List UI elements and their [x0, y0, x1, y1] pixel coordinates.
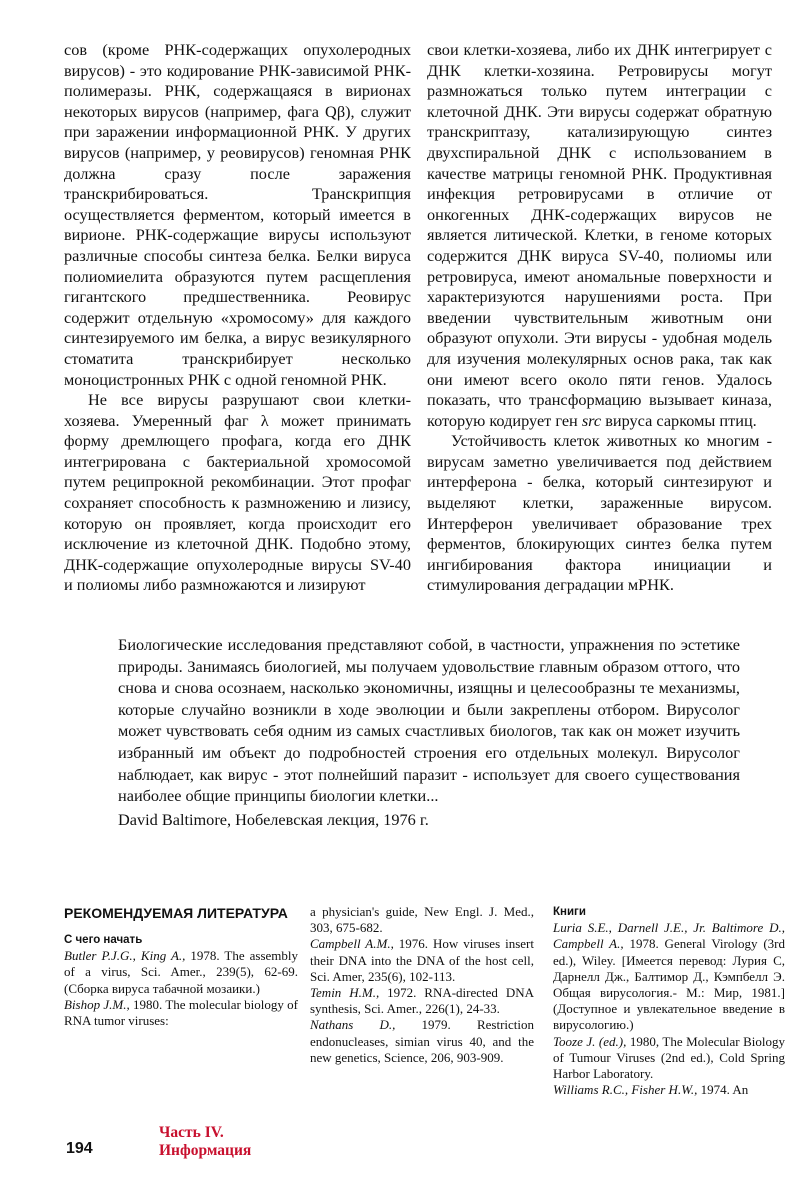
part-title: Информация [159, 1142, 252, 1159]
reference-text: 1974. An [697, 1082, 749, 1098]
reference-authors: Williams R.C., Fisher H.W., [553, 1082, 698, 1098]
part-label [159, 1124, 251, 1160]
reference-authors: Campbell A.M., [310, 936, 394, 952]
reference-item [553, 1034, 785, 1083]
reference-item [553, 920, 785, 1033]
reference-text: 1980. The molecular biology of RNA tumor viruses: [64, 996, 298, 1029]
reference-authors: Luria S.E., Darnell J.E., Jr. Baltimore D., Campbell A., [553, 920, 785, 952]
quote-text: Биологические исследования представляют собой, в частности, упражнения по эстетике природы. Занимаясь биологией, мы получаем удовольствие главным образом оттого, что снова и снова осознаем, насколько экономичны, изящны и целесообразны те механизмы, которые случайно возникли в ходе эволюции и были закреплены отбором. Вирусолог может чувствовать себя одним из самых счастливых биологов, так как он может изучить избранный им объект до подробностей строения его отдельных молекул. Вирусолог наблюдает, как вирус - этот полнейший паразит - использует для своего существования наиболее общие принципы биологии клетки... [118, 635, 740, 806]
references-column-middle [310, 904, 534, 1066]
reference-authors: Temin H.M., [310, 985, 380, 1001]
references-subheading: С чего начать [64, 934, 143, 946]
reference-item [64, 948, 298, 997]
reference-authors: Bishop J.M., [64, 996, 130, 1012]
reference-item [310, 985, 534, 1017]
reference-text: 1978. The assembly of a virus, Sci. Amer., 239(5), 62-69. (Сборка вируса табачной мозаики.) [64, 948, 299, 996]
reference-authors: Butler P.J.G., King A., [64, 948, 186, 964]
paragraph-text: вируса саркомы птиц. [601, 410, 757, 430]
reference-item [310, 936, 534, 985]
references-heading: РЕКОМЕНДУЕМАЯ ЛИТЕРАТУРА [64, 905, 288, 921]
reference-text: 1978. General Virology (3rd ed.), Wiley. [Имеется перевод: Лурия С, Дарнелл Дж., Балтимор Д., Кэмпбелл Э. Общая вирусология.- М.: Мир, 1981.] (Доступное и увлекательное введение в вирусологию.) [553, 936, 785, 1033]
paragraph-text: свои клетки-хозяева, либо их ДНК интегрирует с ДНК клетки-хозяина. Ретровирусы могут размножаться только путем интеграции с клеточной ДНК. Эти вирусы содержат обратную транскриптазу, катализирующую синтез двухспиральной ДНК с использованием в качестве матрицы геномной РНК. Продуктивная инфекция ретровирусами в отличие от онкогенных ДНК-содержащих вирусов не является литической. Клетки, в геноме которых содержится ДНК вируса SV-40, полиомы или ретровируса, имеют аномальные поверхности и характеризуются нарушениями роста. При введении чувствительным животным они образуют опухоли. Эти вирусы - удобная модель для изучения молекулярных основ рака, так как они имеют всего около пяти генов. Удалось показать, что трансформацию вызывает киназа, которую кодирует ген [427, 40, 772, 430]
paragraph: сов (кроме РНК-содержащих опухолеродных вирусов) - это кодирование РНК-зависимой РНК-полимеразы. РНК, содержащаяся в вирионах некоторых вирусов (например, фага Qβ), служит при заражении информационной РНК. У других вирусов (например, у реовирусов) геномная РНК должна сразу после заражения транскрибироваться. Транскрипция осуществляется ферментом, который имеется в вирионе. РНК-содержащие вирусы используют различные способы синтеза белка. Белки вируса полиомиелита образуются путем расщепления гигантского предшественника. Реовирус содержит отдельную «хромосому» для каждого синтезируемого им белка, а вирус везикулярного стоматита транскрибирует несколько моноцистронных РНК с одной геномной РНК. [64, 40, 411, 389]
paragraph: Не все вирусы разрушают свои клетки-хозяева. Умеренный фаг λ может принимать форму дремлющего профага, когда его ДНК интегрирована с бактериальной хромосомой путем реципрокной рекомбинации. Этот профаг сохраняет способность к размножению и лизису, которую он проявляет, когда происходит его исключение из клеточной ДНК. Подобно этому, ДНК-содержащие опухолеродные вирусы SV-40 и полиомы либо размножаются и лизируют [64, 390, 411, 595]
page-number: 194 [66, 1140, 93, 1157]
reference-authors: Tooze J. (ed.), [553, 1033, 627, 1049]
gene-name: src [581, 410, 602, 430]
reference-item [310, 904, 534, 936]
reference-text: 1972. RNA-directed DNA synthesis, Sci. Amer., 226(1), 24-33. [310, 985, 534, 1017]
paragraph: Устойчивость клеток животных ко многим - вирусам заметно увеличивается под действием интерферона - белка, который синтезируют и выделяют клетки, зараженные вирусом. Интерферон увеличивает образование трех ферментов, блокирующих синтез белка путем ингибирования фактора инициации и стимулирования деградации мРНК. [427, 431, 772, 595]
reference-text: a physician's guide, New Engl. J. Med., 303, 675-682. [310, 904, 534, 936]
reference-text: 1980, The Molecular Biology of Tumour Viruses (2nd ed.), Cold Spring Harbor Laboratory. [553, 1033, 785, 1082]
reference-text: 1979. Restriction endonucleases, simian virus 40, and the new genetics, Science, 206, 903-909. [310, 1017, 534, 1065]
paragraph [427, 40, 772, 431]
reference-item [310, 1017, 534, 1066]
quote-attribution: David Baltimore, Нобелевская лекция, 1976 г. [118, 809, 429, 829]
right-text-column [427, 40, 772, 596]
references-column-left [64, 904, 298, 1029]
reference-text: 1976. How viruses insert their DNA into the DNA of the host cell, Sci. Amer, 235(6), 102-113. [310, 936, 534, 984]
references-column-right [553, 904, 785, 1098]
books-subheading: Книги [553, 906, 586, 918]
part-number: Часть IV. [159, 1124, 224, 1141]
epigraph-quote [118, 634, 740, 830]
left-text-column [64, 40, 411, 596]
reference-item [64, 997, 298, 1029]
reference-authors: Nathans D., [310, 1017, 396, 1033]
reference-item [553, 1082, 785, 1098]
